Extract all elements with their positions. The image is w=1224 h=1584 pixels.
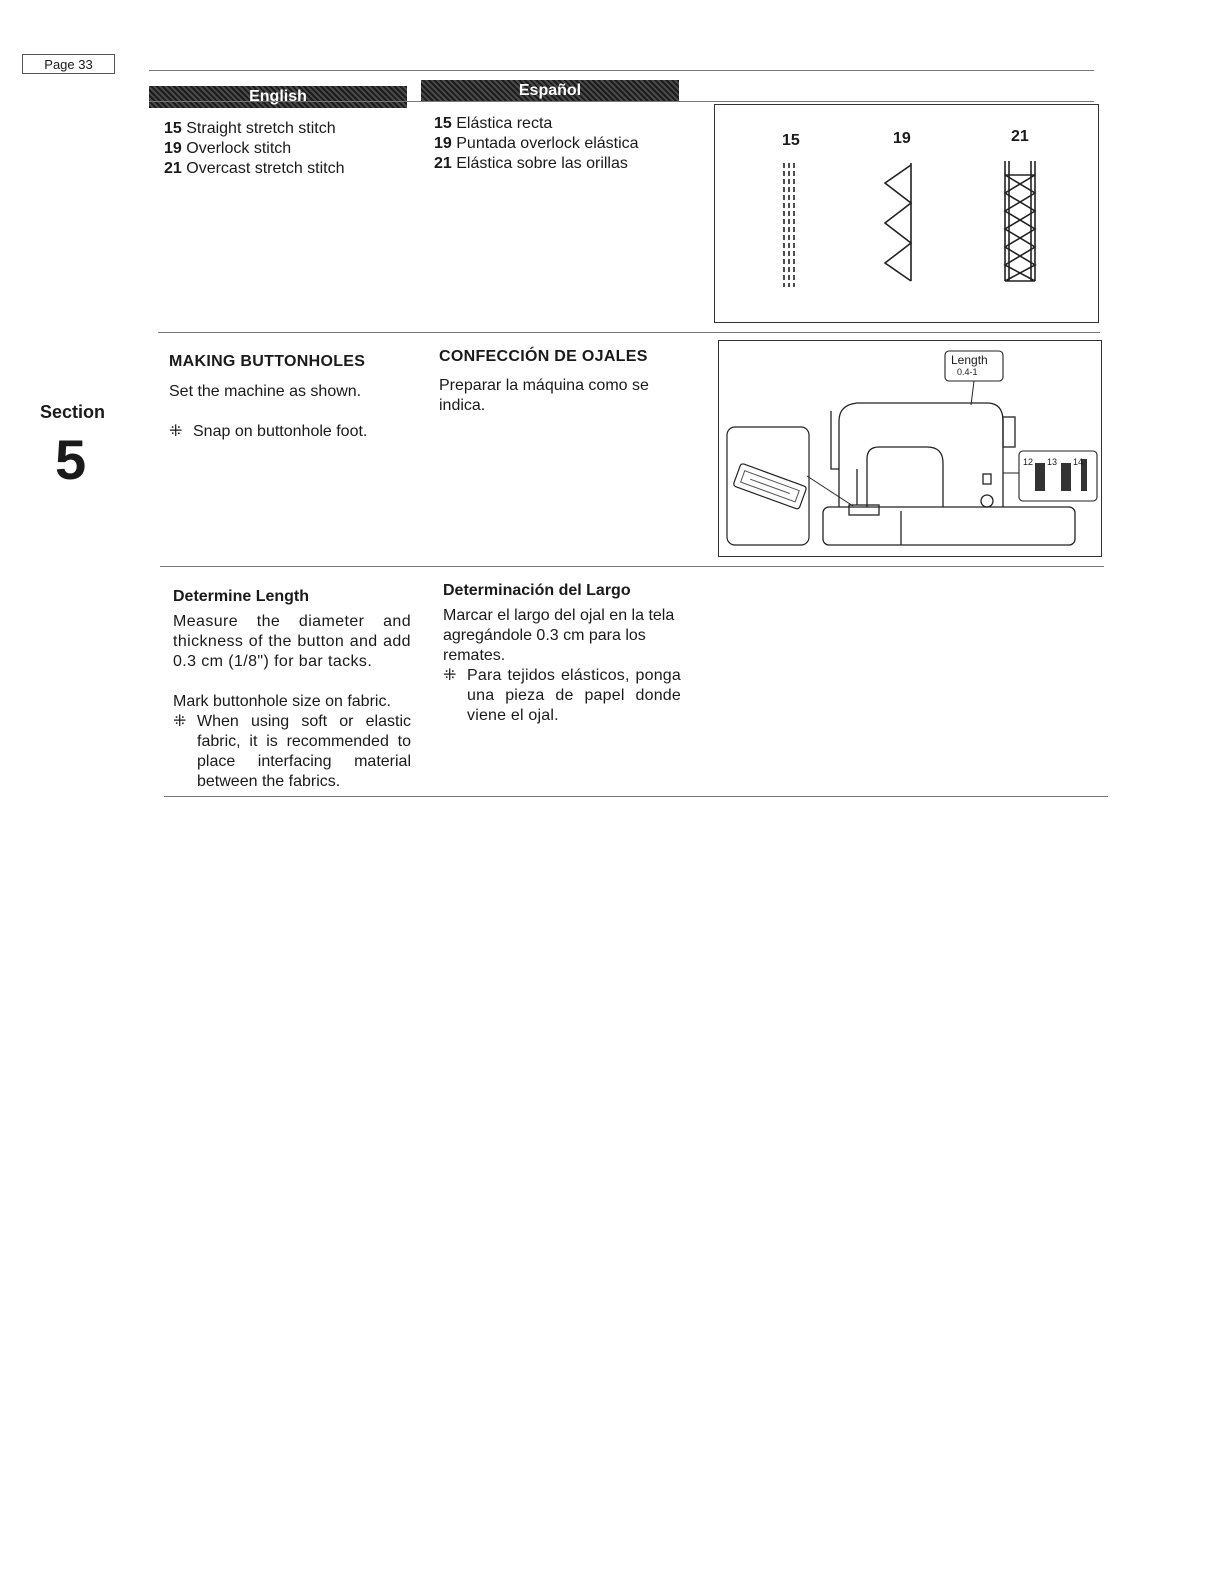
spanish-header: Español: [421, 80, 679, 102]
buttonholes-heading-spanish: CONFECCIÓN DE OJALES: [439, 348, 648, 365]
length-value: 0.4-1: [957, 367, 978, 377]
stitch-item-es-15: 15 Elástica recta: [434, 115, 553, 132]
buttonholes-bullet-english: ⁜ Snap on buttonhole foot.: [169, 423, 368, 440]
stitch-item-en-19: 19 Overlock stitch: [164, 140, 292, 157]
straight-stretch-stitch-icon: [784, 163, 794, 287]
length-heading-english: Determine Length: [173, 588, 310, 605]
length-mark-english: Mark buttonhole size on fabric.: [173, 693, 391, 710]
header-rule: [149, 101, 1094, 102]
length-heading-spanish: Determinación del Largo: [443, 582, 631, 599]
buttonholes-text-spanish: Preparar la máquina como se indica.: [439, 377, 649, 414]
stitch-label-19: 19: [893, 130, 911, 147]
overcast-stretch-stitch-icon: [1005, 161, 1035, 281]
stitch-list-english: [164, 119, 345, 179]
stitch-label-15: 15: [782, 132, 800, 149]
section-label: Section: [40, 402, 106, 422]
length-label: Length: [951, 353, 988, 367]
stitch-label-21: 21: [1011, 128, 1029, 145]
bullet-symbol: ⁜: [173, 713, 187, 730]
buttonholes-heading-english: MAKING BUTTONHOLES: [169, 353, 366, 370]
header-separator: [409, 86, 421, 108]
stitch-item-en-21: 21 Overcast stretch stitch: [164, 160, 345, 177]
stitch-item-es-21: 21 Elástica sobre las orillas: [434, 155, 628, 172]
stitch-patterns-illustration: [715, 105, 1098, 322]
dial-label-13: 13: [1047, 457, 1058, 467]
bottom-rule: [164, 796, 1108, 797]
bullet-symbol: ⁜: [169, 423, 183, 440]
section-rule-2: [160, 566, 1104, 567]
dial-label-12: 12: [1023, 457, 1034, 467]
machine-setup-figure: [718, 340, 1102, 557]
dial-label-14: 14: [1073, 457, 1084, 467]
stitch-item-es-19: 19 Puntada overlock elástica: [434, 135, 639, 152]
section-number: 5: [55, 428, 87, 491]
buttonholes-text-english: Set the machine as shown.: [169, 383, 362, 400]
length-text-spanish: Marcar el largo del ojal en la tela agregándole 0.3 cm para los remates.: [443, 607, 675, 664]
top-rule: [149, 70, 1094, 71]
stitch-item-en-15: 15 Straight stretch stitch: [164, 120, 336, 137]
section-rule-1: [158, 332, 1100, 333]
english-header: English: [149, 86, 407, 108]
stitch-figure: [714, 104, 1099, 323]
overlock-stitch-icon: [885, 163, 911, 281]
sewing-machine-illustration: [719, 341, 1101, 556]
stitch-list-spanish: [434, 114, 639, 174]
length-bullet-spanish: ⁜ Para tejidos elásticos, ponga una pieza de papel donde viene el ojal.: [443, 667, 681, 724]
dial-label-1: 1: [1049, 477, 1055, 487]
length-bullet-english: ⁜ When using soft or elastic fabric, it is recommended to place interfacing material between the fabrics.: [173, 713, 411, 790]
length-text-english: Measure the diameter and thickness of the button and add 0.3 cm (1/8") for bar tacks.: [173, 613, 411, 670]
page-number-label: Page 33: [22, 54, 115, 74]
bullet-symbol: ⁜: [443, 667, 457, 684]
